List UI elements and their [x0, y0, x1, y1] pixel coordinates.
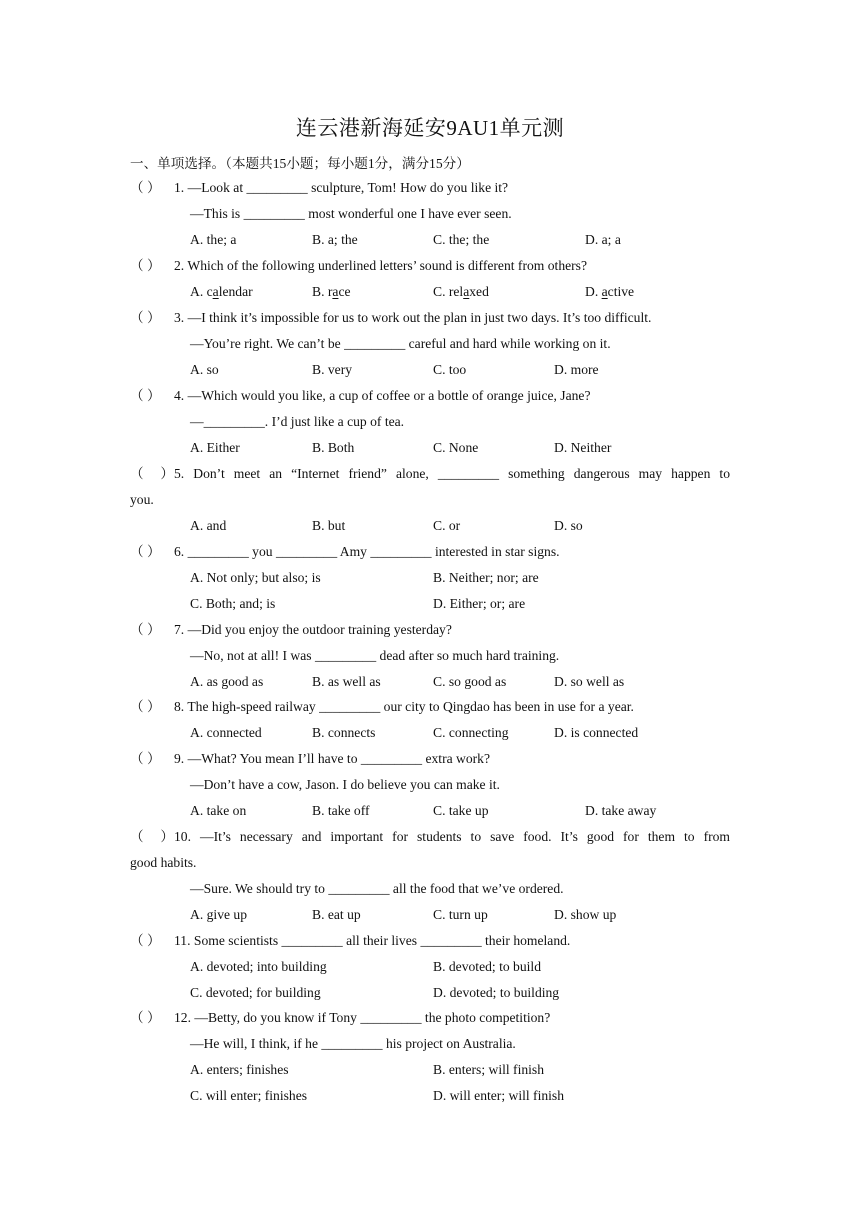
option-c: C. turn up — [433, 907, 488, 922]
option-c: C. Both; and; is — [190, 596, 276, 611]
question-3: （ ） 3. —I think it’s impossible for us to work out the plan in just two days. It’s too difficult. — [130, 310, 652, 325]
option-a: A. calendar — [190, 284, 253, 299]
option-b: B. Neither; nor; are — [433, 570, 539, 585]
question-3-line-2: —You’re right. We can’t be _________ careful and hard while working on it. — [190, 336, 611, 351]
option-a: A. Either — [190, 440, 240, 455]
option-b: B. Both — [312, 440, 355, 455]
option-c: C. relaxed — [433, 284, 489, 299]
option-d: D. show up — [554, 907, 617, 922]
option-c: C. None — [433, 440, 479, 455]
question-1: （ ） 1. —Look at _________ sculpture, Tom! How do you like it? — [130, 180, 509, 195]
question-11: （ ） 11. Some scientists _________ all their lives _________ their homeland. — [130, 933, 571, 948]
option-b: B. connects — [312, 725, 376, 740]
option-b: B. enters; will finish — [433, 1062, 545, 1077]
answer-blank[interactable]: （ ） — [130, 1010, 161, 1025]
question-9: （ ） 9. —What? You mean I’ll have to _________ extra work? — [130, 751, 490, 766]
question-7-line-2: —No, not at all! I was _________ dead after so much hard training. — [190, 648, 560, 663]
option-d: D. take away — [585, 803, 657, 818]
question-6: （ ） 6. _________ you _________ Amy _________ interested in star signs. — [130, 544, 560, 559]
question-12-line-2: —He will, I think, if he _________ his project on Australia. — [190, 1036, 516, 1051]
answer-blank[interactable]: （ ） — [130, 751, 161, 766]
document-title: 连云港新海延安9AU1单元测 — [295, 116, 565, 140]
option-d: D. will enter; will finish — [433, 1088, 565, 1103]
option-a: A. so — [190, 362, 219, 377]
option-c: C. devoted; for building — [190, 985, 321, 1000]
option-a: A. and — [190, 518, 227, 533]
option-a: A. the; a — [190, 232, 237, 247]
option-a: A. as good as — [190, 674, 264, 689]
option-d: D. a; a — [585, 232, 621, 247]
question-2: （ ） 2. Which of the following underlined letters’ sound is different from others? — [130, 258, 588, 273]
option-c: C. take up — [433, 803, 489, 818]
answer-blank[interactable]: （ ） — [130, 699, 161, 714]
option-a: A. connected — [190, 725, 262, 740]
option-a: A. enters; finishes — [190, 1062, 289, 1077]
option-c: C. will enter; finishes — [190, 1088, 308, 1103]
answer-blank[interactable]: （ ） — [130, 388, 161, 403]
question-4-line-2: —_________. I’d just like a cup of tea. — [190, 414, 405, 429]
option-a: A. devoted; into building — [190, 959, 327, 974]
option-c: C. so good as — [433, 674, 507, 689]
answer-blank[interactable]: （ ） — [130, 829, 174, 844]
option-d: D. is connected — [554, 725, 639, 740]
section-heading: 一、单项选择。（本题共15小题；每小题1分，满分15分） — [130, 156, 470, 171]
option-c: C. connecting — [433, 725, 509, 740]
question-8: （ ） 8. The high-speed railway _________ our city to Qingdao has been in use for a year. — [130, 699, 634, 714]
option-b: B. race — [312, 284, 351, 299]
option-d: D. active — [585, 284, 635, 299]
answer-blank[interactable]: （ ） — [130, 310, 161, 325]
answer-blank[interactable]: （ ） — [130, 180, 161, 195]
option-b: B. but — [312, 518, 346, 533]
option-d: D. devoted; to building — [433, 985, 560, 1000]
option-a: A. take on — [190, 803, 247, 818]
answer-blank[interactable]: （ ） — [130, 466, 174, 481]
option-c: C. too — [433, 362, 467, 377]
question-7: （ ） 7. —Did you enjoy the outdoor training yesterday? — [130, 622, 452, 637]
answer-blank[interactable]: （ ） — [130, 258, 161, 273]
option-d: D. Either; or; are — [433, 596, 526, 611]
option-d: D. so well as — [554, 674, 625, 689]
option-d: D. Neither — [554, 440, 612, 455]
question-10-line-2: good habits. — [130, 855, 197, 870]
question-12: （ ） 12. —Betty, do you know if Tony _________ the photo competition? — [130, 1010, 551, 1025]
option-b: B. as well as — [312, 674, 381, 689]
option-b: B. eat up — [312, 907, 361, 922]
question-5: （ ）5. Don’t meet an “Internet friend” alone, _________ something dangerous may happen to — [130, 466, 730, 481]
option-b: B. very — [312, 362, 353, 377]
option-a: A. Not only; but also; is — [190, 570, 321, 585]
option-a: A. give up — [190, 907, 248, 922]
answer-blank[interactable]: （ ） — [130, 933, 161, 948]
question-9-line-2: —Don’t have a cow, Jason. I do believe you can make it. — [190, 777, 500, 792]
option-d: D. so — [554, 518, 583, 533]
option-b: B. devoted; to build — [433, 959, 541, 974]
question-4: （ ） 4. —Which would you like, a cup of coffee or a bottle of orange juice, Jane? — [130, 388, 591, 403]
option-c: C. or — [433, 518, 461, 533]
option-d: D. more — [554, 362, 599, 377]
question-5-line-2: you. — [130, 492, 154, 507]
answer-blank[interactable]: （ ） — [130, 622, 161, 637]
option-b: B. a; the — [312, 232, 358, 247]
option-b: B. take off — [312, 803, 370, 818]
question-1-line-2: —This is _________ most wonderful one I have ever seen. — [190, 206, 512, 221]
question-10: （ ）10. —It’s necessary and important for students to save food. It’s good for them to from — [130, 829, 730, 844]
option-c: C. the; the — [433, 232, 490, 247]
answer-blank[interactable]: （ ） — [130, 544, 161, 559]
question-10-line-3: —Sure. We should try to _________ all the food that we’ve ordered. — [190, 881, 564, 896]
